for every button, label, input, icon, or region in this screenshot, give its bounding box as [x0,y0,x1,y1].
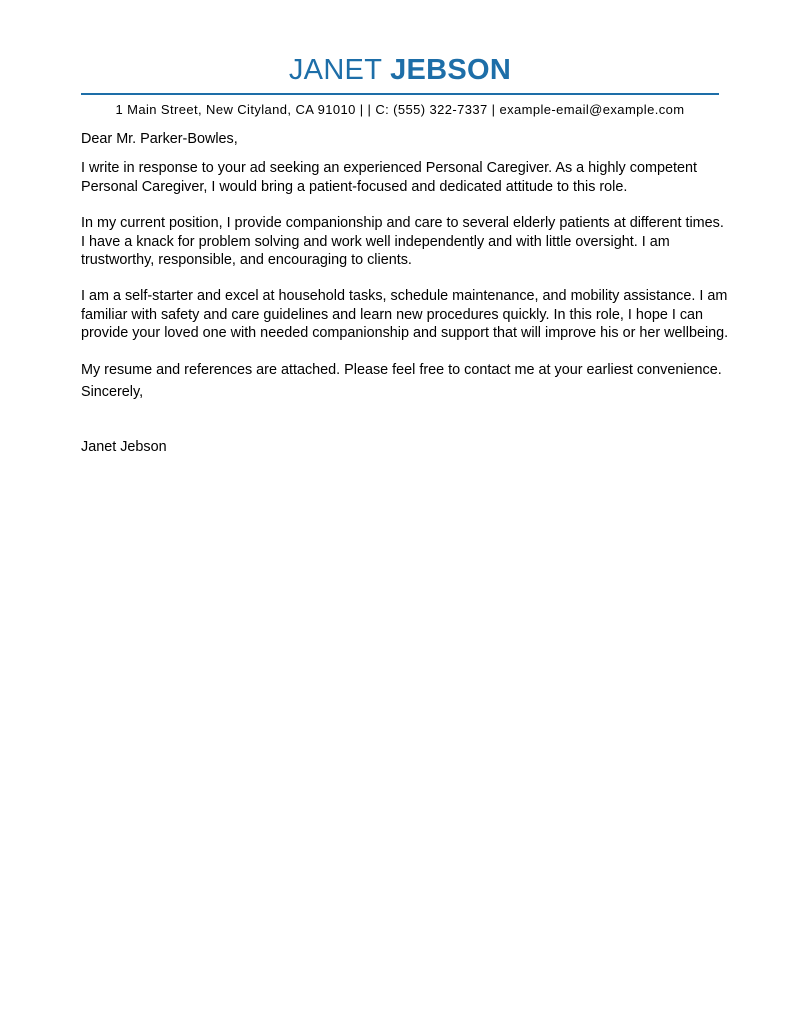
paragraph-2: In my current position, I provide companionship and care to several elderly patients at different times. I have a knack for problem solving and work well independently and with little oversight. I am trustworthy, responsible, and encouraging to clients. [81,215,724,269]
applicant-name-heading [0,52,800,88]
first-name: JANET [288,54,382,86]
signature: Janet Jebson [81,439,167,456]
paragraph-3: I am a self-starter and excel at household tasks, schedule maintenance, and mobility assistance. I am familiar with safety and care guidelines and learn new procedures quickly. In this role, I hope I can provide your loved one with needed companionship and support that will improve his or her wellbeing. [81,288,729,342]
paragraph-1: I write in response to your ad seeking an experienced Personal Caregiver. As a highly competent Personal Caregiver, I would bring a patient-focused and dedicated attitude to this role. [81,160,697,195]
closing: Sincerely, [81,384,144,401]
contact-info: 1 Main Street, New Cityland, CA 91010 | | C: (555) 322-7337 | example-email@example.com [115,102,685,117]
last-name: JEBSON [390,54,512,86]
header-divider [81,93,719,95]
paragraph-4: My resume and references are attached. Please feel free to contact me at your earliest convenience. [81,361,722,378]
letter-body [81,130,731,457]
salutation: Dear Mr. Parker-Bowles, [81,131,238,147]
